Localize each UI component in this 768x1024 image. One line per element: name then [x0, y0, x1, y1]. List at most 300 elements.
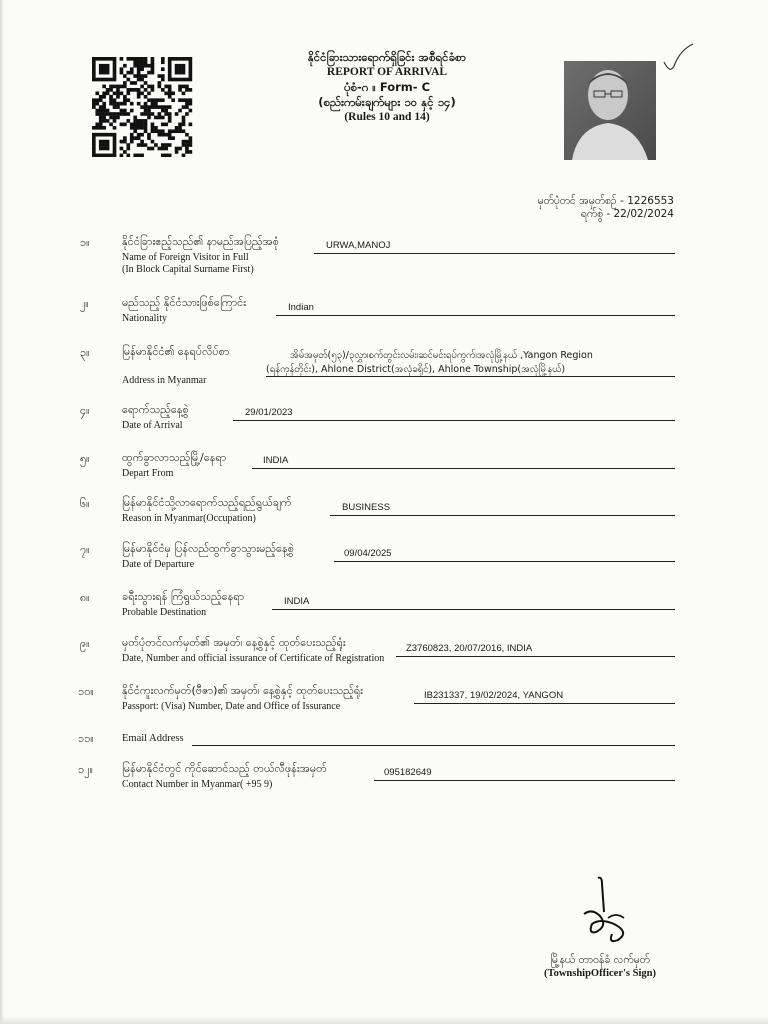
- qr-module: [158, 74, 162, 78]
- qr-module: [161, 98, 165, 102]
- qr-module: [99, 147, 103, 151]
- qr-module: [95, 133, 99, 137]
- qr-module: [168, 78, 172, 82]
- qr-module: [137, 64, 141, 68]
- qr-module: [99, 119, 103, 123]
- qr-module: [178, 123, 182, 127]
- field-row-nationality: [0, 296, 768, 336]
- qr-module: [168, 67, 172, 71]
- qr-module: [123, 112, 127, 116]
- qr-module: [185, 133, 189, 137]
- qr-module: [147, 133, 151, 137]
- qr-module: [113, 74, 117, 78]
- qr-module: [106, 64, 110, 68]
- qr-module: [151, 57, 155, 61]
- underline: [192, 745, 675, 746]
- qr-module: [154, 116, 158, 120]
- qr-module: [161, 57, 165, 61]
- qr-module: [151, 98, 155, 102]
- qr-module: [102, 119, 106, 123]
- qr-module: [158, 112, 162, 116]
- qr-module: [182, 67, 186, 71]
- qr-module: [137, 74, 141, 78]
- qr-module: [158, 147, 162, 151]
- qr-module: [99, 67, 103, 71]
- underline: [414, 703, 675, 704]
- qr-module: [120, 85, 124, 89]
- qr-module: [133, 64, 137, 68]
- qr-module: [130, 126, 134, 130]
- qr-module: [185, 78, 189, 82]
- qr-module: [102, 57, 106, 61]
- qr-module: [113, 64, 117, 68]
- qr-module: [178, 109, 182, 113]
- qr-module: [189, 98, 193, 102]
- qr-module: [99, 154, 103, 157]
- qr-module: [168, 88, 172, 92]
- qr-module: [137, 133, 141, 137]
- qr-module: [116, 95, 120, 99]
- underline: [314, 253, 675, 254]
- qr-module: [178, 57, 182, 61]
- qr-module: [126, 154, 130, 157]
- field-label-myanmar: ရောက်သည့်နေ့စွဲ: [122, 403, 189, 416]
- field-label-myanmar: မည်သည့် နိုင်ငံသားဖြစ်ကြောင်း: [122, 296, 247, 309]
- qr-module: [113, 112, 117, 116]
- qr-module: [113, 98, 117, 102]
- field-label-myanmar: မှတ်ပုံတင်လက်မှတ်၏ အမှတ်၊ နေ့စွဲနှင့် ထုတ်ပေးသည့်ရုံး: [122, 636, 346, 649]
- qr-module: [168, 143, 172, 147]
- check-mark-icon: [660, 40, 696, 76]
- qr-module: [140, 78, 144, 82]
- qr-module: [102, 105, 106, 109]
- qr-module: [164, 85, 168, 89]
- qr-module: [168, 105, 172, 109]
- qr-module: [151, 123, 155, 127]
- qr-module: [189, 136, 193, 140]
- qr-module: [151, 129, 155, 133]
- qr-module: [154, 143, 158, 147]
- qr-module: [189, 60, 193, 64]
- qr-module: [182, 143, 186, 147]
- qr-module: [168, 64, 172, 68]
- qr-module: [109, 98, 113, 102]
- field-row-destination: [0, 590, 768, 630]
- qr-module: [175, 147, 179, 151]
- qr-module: [144, 105, 148, 109]
- field-label-myanmar: နိုင်ငံကူးလက်မှတ်(ဗီဇာ)၏ အမှတ်၊ နေ့စွဲနှင့် ထုတ်ပေးသည့်ရုံး: [122, 684, 363, 697]
- underline: [252, 468, 675, 469]
- qr-module: [171, 129, 175, 133]
- qr-module: [178, 126, 182, 130]
- qr-module: [161, 143, 165, 147]
- field-label-myanmar: မြန်မာနိုင်ငံတွင် ကိုင်ဆောင်သည့် တယ်လီဖုန်းအမှတ်: [122, 762, 327, 775]
- qr-module: [158, 105, 162, 109]
- qr-module: [189, 64, 193, 68]
- qr-module: [182, 116, 186, 120]
- qr-module: [168, 119, 172, 123]
- qr-module: [113, 105, 117, 109]
- field-label-english: Date of Departure: [122, 559, 195, 570]
- qr-module: [140, 64, 144, 68]
- reason-value: BUSINESS: [342, 502, 391, 513]
- form-number: ပုံစံ-ဂ ။ Form- C: [343, 80, 431, 94]
- qr-module: [137, 71, 141, 75]
- qr-module: [116, 102, 120, 106]
- qr-module: [109, 88, 113, 92]
- qr-module: [92, 78, 96, 82]
- qr-module: [92, 143, 96, 147]
- qr-module: [168, 133, 172, 137]
- qr-module: [147, 112, 151, 116]
- qr-module: [147, 64, 151, 68]
- qr-module: [126, 119, 130, 123]
- qr-module: [175, 126, 179, 130]
- qr-module: [92, 154, 96, 157]
- qr-module: [109, 133, 113, 137]
- qr-module: [133, 60, 137, 64]
- qr-module: [189, 109, 193, 113]
- qr-module: [147, 85, 151, 89]
- qr-module: [144, 143, 148, 147]
- qr-module: [182, 85, 186, 89]
- qr-module: [182, 91, 186, 95]
- qr-module: [92, 57, 96, 61]
- qr-module: [106, 154, 110, 157]
- qr-module: [140, 91, 144, 95]
- qr-module: [113, 102, 117, 106]
- qr-module: [120, 154, 124, 157]
- field-label-english: Passport: (Visa) Number, Date and Office of Issurance: [122, 701, 341, 712]
- qr-module: [151, 64, 155, 68]
- qr-module: [133, 136, 137, 140]
- destination-value: INDIA: [284, 596, 310, 607]
- qr-module: [113, 60, 117, 64]
- qr-module: [189, 57, 193, 61]
- qr-module: [178, 64, 182, 68]
- qr-module: [133, 81, 137, 85]
- qr-module: [182, 140, 186, 144]
- field-label-myanmar: မြန်မာနိုင်ငံ၏ နေရပ်လိပ်စာ: [122, 345, 230, 358]
- qr-module: [140, 57, 144, 61]
- qr-module: [133, 154, 137, 157]
- label-english-line1: Name of Foreign Visitor in Full: [122, 252, 249, 263]
- field-row-arrival-date: [0, 403, 768, 443]
- qr-module: [106, 143, 110, 147]
- qr-module: [178, 78, 182, 82]
- qr-module: [175, 64, 179, 68]
- qr-module: [123, 98, 127, 102]
- qr-module: [113, 154, 117, 157]
- address-value-line1: အိမ်အမှတ်(၅၃)/၃လွှာ၊စက်တွင်းလမ်း၊ဆင်မင်းရပ်ကွက်၊အလုံမြို့နယ် ,Yangon Region: [290, 350, 593, 361]
- qr-module: [140, 112, 144, 116]
- qr-module: [99, 116, 103, 120]
- qr-module: [151, 67, 155, 71]
- qr-module: [151, 102, 155, 106]
- qr-module: [106, 133, 110, 137]
- qr-module: [144, 129, 148, 133]
- depart-from-value: INDIA: [263, 455, 289, 466]
- field-number: ၄။: [80, 404, 90, 417]
- qr-module: [109, 95, 113, 99]
- field-row-contact: [0, 762, 768, 802]
- qr-module: [102, 109, 106, 113]
- qr-module: [161, 78, 165, 82]
- qr-module: [182, 154, 186, 157]
- qr-module: [154, 126, 158, 130]
- qr-module: [126, 78, 130, 82]
- qr-module: [178, 129, 182, 133]
- qr-module: [140, 154, 144, 157]
- qr-module: [168, 154, 172, 157]
- qr-module: [106, 88, 110, 92]
- qr-module: [133, 57, 137, 61]
- qr-module: [164, 112, 168, 116]
- qr-module: [99, 105, 103, 109]
- qr-module: [113, 78, 117, 82]
- qr-module: [102, 64, 106, 68]
- qr-module: [133, 129, 137, 133]
- qr-module: [123, 140, 127, 144]
- qr-module: [137, 123, 141, 127]
- rules-english: (Rules 10 and 14): [344, 111, 430, 123]
- qr-module: [175, 150, 179, 154]
- qr-module: [144, 64, 148, 68]
- qr-module: [113, 85, 117, 89]
- field-label-english: Reason in Myanmar(Occupation): [122, 513, 256, 524]
- qr-module: [151, 112, 155, 116]
- qr-module: [185, 112, 189, 116]
- qr-module: [92, 98, 96, 102]
- qr-module: [175, 112, 179, 116]
- qr-module: [95, 78, 99, 82]
- qr-module: [182, 98, 186, 102]
- qr-module: [158, 85, 162, 89]
- qr-module: [168, 60, 172, 64]
- underline: [276, 315, 675, 316]
- qr-module: [106, 140, 110, 144]
- qr-module: [147, 71, 151, 75]
- qr-module: [154, 105, 158, 109]
- qr-module: [123, 102, 127, 106]
- qr-module: [102, 147, 106, 151]
- officer-signature-label: [535, 953, 665, 981]
- registration-number: မှတ်ပုံတင် အမှတ်စဉ် - 1226553: [537, 195, 674, 207]
- qr-module: [109, 112, 113, 116]
- qr-module: [95, 109, 99, 113]
- qr-module: [106, 109, 110, 113]
- qr-module: [106, 71, 110, 75]
- qr-module: [106, 78, 110, 82]
- qr-module: [168, 57, 172, 61]
- qr-module: [126, 71, 130, 75]
- qr-module: [161, 74, 165, 78]
- qr-module: [158, 116, 162, 120]
- qr-module: [161, 67, 165, 71]
- qr-module: [92, 147, 96, 151]
- qr-module: [164, 109, 168, 113]
- scan-bottom-shadow: [0, 1016, 768, 1024]
- qr-module: [123, 74, 127, 78]
- qr-module: [109, 116, 113, 120]
- qr-module: [130, 71, 134, 75]
- qr-module: [185, 57, 189, 61]
- qr-module: [126, 98, 130, 102]
- qr-module: [189, 150, 193, 154]
- qr-module: [171, 57, 175, 61]
- qr-module: [106, 67, 110, 71]
- qr-module: [137, 95, 141, 99]
- field-label-english: Email Address: [122, 733, 184, 744]
- qr-module: [151, 85, 155, 89]
- qr-module: [130, 123, 134, 127]
- qr-module: [120, 147, 124, 151]
- qr-module: [137, 78, 141, 82]
- rules-myanmar: (စည်းကမ်းချက်များ ၁၀ နှင့် ၁၄): [318, 95, 456, 109]
- qr-module: [116, 88, 120, 92]
- qr-module: [161, 60, 165, 64]
- qr-module: [123, 150, 127, 154]
- qr-module: [109, 123, 113, 127]
- qr-module: [113, 136, 117, 140]
- qr-module: [168, 71, 172, 75]
- qr-module: [123, 136, 127, 140]
- qr-module: [164, 91, 168, 95]
- qr-module: [151, 126, 155, 130]
- qr-module: [182, 119, 186, 123]
- qr-module: [102, 143, 106, 147]
- qr-module: [161, 147, 165, 151]
- qr-module: [113, 140, 117, 144]
- qr-module: [106, 57, 110, 61]
- qr-module: [102, 154, 106, 157]
- qr-module: [140, 126, 144, 130]
- qr-module: [120, 91, 124, 95]
- qr-module: [182, 129, 186, 133]
- qr-module: [154, 102, 158, 106]
- qr-module: [158, 129, 162, 133]
- field-row-name: [0, 235, 768, 275]
- qr-module: [140, 105, 144, 109]
- qr-module: [158, 98, 162, 102]
- qr-module: [133, 123, 137, 127]
- qr-module: [140, 85, 144, 89]
- qr-module: [92, 150, 96, 154]
- qr-module: [185, 98, 189, 102]
- qr-module: [144, 60, 148, 64]
- qr-module: [99, 78, 103, 82]
- qr-module: [164, 147, 168, 151]
- qr-module: [168, 95, 172, 99]
- qr-module: [130, 102, 134, 106]
- qr-module: [147, 116, 151, 120]
- qr-module: [161, 133, 165, 137]
- qr-module: [140, 119, 144, 123]
- qr-module: [99, 112, 103, 116]
- visitor-photo: [564, 61, 656, 160]
- qr-module: [109, 102, 113, 106]
- title-myanmar: နိုင်ငံခြားသားရောက်ရှိခြင်း အစီရင်ခံစာ: [307, 50, 467, 64]
- qr-module: [189, 71, 193, 75]
- qr-module: [189, 88, 193, 92]
- qr-module: [130, 140, 134, 144]
- qr-module: [126, 112, 130, 116]
- qr-module: [120, 123, 124, 127]
- qr-module: [123, 123, 127, 127]
- qr-module: [161, 123, 165, 127]
- arrival-date-value: 29/01/2023: [245, 407, 293, 418]
- qr-module: [130, 133, 134, 137]
- certificate-value: Z3760823, 20/07/2016, INDIA: [406, 643, 533, 654]
- qr-module: [123, 95, 127, 99]
- underline: [396, 656, 675, 657]
- field-number: ၇။: [80, 543, 90, 556]
- qr-module: [92, 74, 96, 78]
- underline: [330, 515, 675, 516]
- field-number: ၁။: [80, 236, 90, 249]
- qr-module: [158, 81, 162, 85]
- qr-module: [99, 95, 103, 99]
- qr-module: [168, 85, 172, 89]
- qr-module: [102, 112, 106, 116]
- qr-module: [109, 57, 113, 61]
- field-row-address: [0, 345, 768, 391]
- qr-module: [95, 57, 99, 61]
- qr-module: [126, 143, 130, 147]
- qr-module: [144, 119, 148, 123]
- underline: [272, 609, 675, 610]
- qr-module: [106, 112, 110, 116]
- qr-module: [92, 71, 96, 75]
- qr-module: [92, 136, 96, 140]
- registration-date: ရက်စွဲ - 22/02/2024: [580, 208, 674, 220]
- qr-module: [133, 119, 137, 123]
- qr-module: [120, 109, 124, 113]
- qr-module: [144, 126, 148, 130]
- qr-module: [137, 91, 141, 95]
- qr-module: [175, 71, 179, 75]
- qr-module: [116, 85, 120, 89]
- qr-module: [99, 71, 103, 75]
- title-english: REPORT OF ARRIVAL: [326, 66, 448, 78]
- qr-module: [154, 98, 158, 102]
- qr-module: [140, 74, 144, 78]
- form-header: [272, 50, 502, 125]
- qr-module: [151, 60, 155, 64]
- qr-module: [102, 67, 106, 71]
- qr-module: [144, 95, 148, 99]
- qr-module: [140, 123, 144, 127]
- qr-module: [189, 102, 193, 106]
- qr-module: [126, 57, 130, 61]
- field-label-myanmar: မြန်မာနိုင်ငံသို့လာရောက်သည့်ရည်ရွယ်ချက်: [122, 496, 292, 509]
- qr-module: [113, 57, 117, 61]
- registration-info: [538, 195, 674, 221]
- qr-module: [161, 88, 165, 92]
- qr-module: [92, 67, 96, 71]
- contact-value: 095182649: [384, 767, 432, 778]
- qr-module: [140, 60, 144, 64]
- qr-module: [99, 126, 103, 130]
- qr-module: [147, 91, 151, 95]
- qr-module: [130, 67, 134, 71]
- qr-module: [120, 112, 124, 116]
- qr-module: [137, 67, 141, 71]
- qr-module: [144, 123, 148, 127]
- underline: [233, 420, 675, 421]
- qr-module: [178, 71, 182, 75]
- qr-module: [120, 57, 124, 61]
